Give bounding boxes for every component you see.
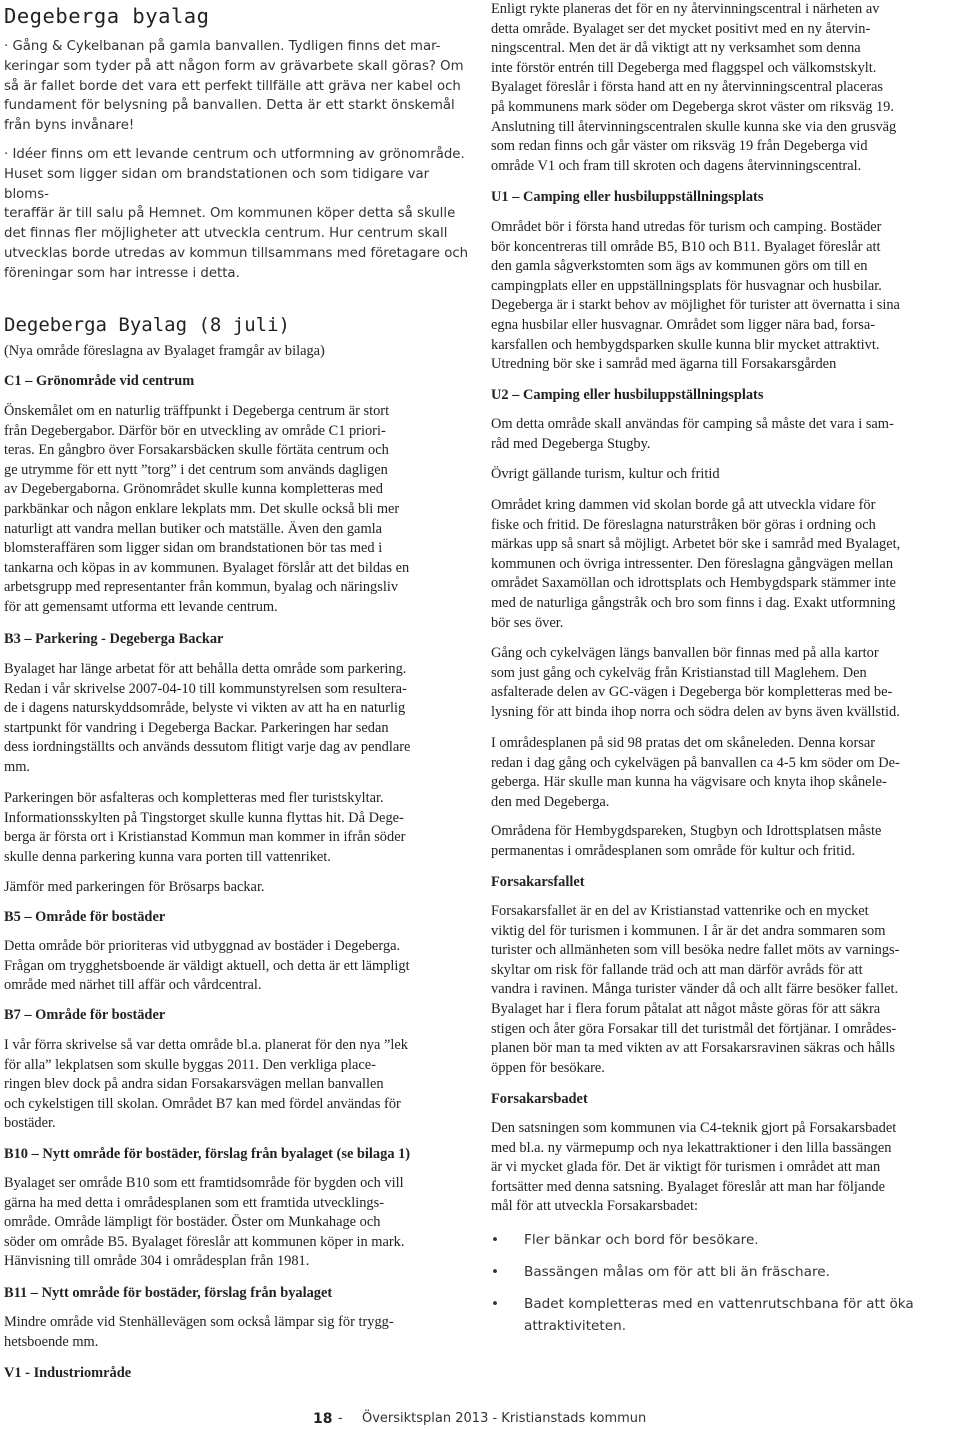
text-line: I vår förra skrivelse så var detta område bl.a. planerat för den nya ”lek — [4, 1037, 408, 1053]
text-line: fiske och fritid. De föreslagna naturstråken bör göras i ordning och — [491, 516, 876, 533]
paragraph-b3-3: Jämför med parkeringen för Brösarps backar. — [4, 879, 265, 895]
text-line: Huset som ligger sidan om brandstationen och som tidigare var bloms- — [4, 166, 430, 202]
text-line: Området bör i första hand utredas för turism och camping. Bostäder — [491, 219, 882, 235]
paragraph-ovrigt-2 — [491, 644, 956, 722]
text-line: Byalaget har i flera forum påtalat att något måste göras för att säkra — [491, 1000, 881, 1017]
paragraph-ovrigt-4 — [491, 822, 956, 861]
text-line: kommunen och övriga intressenter. Den föreslagna gångvägen mellan — [491, 555, 894, 572]
section-title-degeberga-byalag: Degeberga byalag — [4, 4, 210, 28]
text-line: dess iordningställts och används dessutom flitigt varje dag av pendlare — [4, 739, 411, 756]
heading-ovrigt: Övrigt gällande turism, kultur och fritid — [491, 466, 720, 482]
text-line: med de naturliga gångstråk och bro som finns i dag. Exakt utformning — [491, 594, 896, 611]
text-line: Anslutning till återvinningscentralen skulle kunna ske via den grusväg — [491, 118, 897, 135]
text-line: detta område. Byalaget ser det mycket positivt med en ny återvin- — [491, 20, 871, 37]
text-line: ringen blev dock på andra sidan Forsakarsvägen mellan banvallen — [4, 1076, 384, 1093]
text-line: Mindre område vid Stenhällevägen som också lämpar sig för trygg- — [4, 1314, 394, 1330]
page-footer — [0, 1409, 960, 1429]
paragraph-ovrigt-3 — [491, 734, 956, 812]
text-line: karsfallen och hembygdsparken skulle kunna blir mycket attraktivt. — [491, 336, 880, 353]
text-line: campingplats eller en uppställningsplats för husvagnar och husbilar. — [491, 277, 882, 294]
text-line: märkas upp så snart så möjligt. Arbetet bör ske i samråd med Byalaget, — [491, 536, 901, 553]
text-line: område V1 och fram till skroten och dagens återvinningscentral. — [491, 157, 862, 174]
heading-u2: U2 – Camping eller husbiluppställningsplats — [491, 387, 764, 403]
text-line: från Degebergabor. Därför bör en utveckling av område C1 priori- — [4, 422, 386, 439]
text-line: vandra i ravinen. Många turister vänder då och allt färre besöker fallet. — [491, 981, 899, 998]
list-item — [491, 1229, 956, 1251]
text-line: skulle denna parkering kunna vara porten till vattenriket. — [4, 848, 331, 865]
bullet-icon: • — [491, 1232, 500, 1248]
paragraph-b7 — [4, 1036, 472, 1134]
paragraph-b3-2 — [4, 789, 472, 867]
heading-b11: B11 – Nytt område för bostäder, förslag från byalaget — [4, 1285, 333, 1301]
text-line: Frågan om trygghetsboende är väldigt aktuell, och detta är ett lämpligt — [4, 957, 410, 974]
text-line: berga är första ort i Kristianstad Kommun man kommer in ifrån söder — [4, 829, 406, 846]
text-line: · Gång & Cykelbanan på gamla banvallen. Tydligen finns det mar- — [4, 39, 441, 54]
text-line: parkbänkar och någon enklare lekplats mm. Det skulle också bli mer — [4, 500, 400, 517]
heading-u1: U1 – Camping eller husbiluppställningsplats — [491, 189, 764, 205]
bullet-icon: • — [491, 1296, 500, 1312]
list-item-text — [524, 1261, 956, 1283]
text-line: området Saxamöllan och idrottsplats och Hembygdspark stämmer inte — [491, 575, 896, 592]
text-line: startpunkt för vandring i Degeberga Backar. Parkeringen har sedan — [4, 719, 389, 736]
text-line: ge utrymme för ett nytt ”torg” i det centrum som används dagligen — [4, 461, 388, 478]
text-line: Området kring dammen vid skolan borde gå att utveckla vidare för — [491, 497, 876, 513]
text-line: Byalaget har länge arbetat för att behålla detta område som parkering. — [4, 661, 407, 677]
text-line: för alla” lekplatsen som skulle byggas 2011. Den verkliga place- — [4, 1056, 376, 1073]
paragraph-b3-1 — [4, 660, 472, 778]
text-line: attraktiviteten. — [524, 1318, 627, 1334]
paragraph-forsakarsfallet — [491, 902, 956, 1078]
heading-forsakarsfallet: Forsakarsfallet — [491, 874, 585, 890]
text-line: de i dagens naturskyddsområde, belyste vi vikten av att ha en naturlig — [4, 700, 406, 717]
text-line: teras. En gångbro över Forsakarsbäcken skulle förtäta centrum och — [4, 442, 389, 459]
text-line: teraffär är till salu på Hemnet. Om kommunen köper detta så skulle — [4, 206, 456, 222]
paragraph-ovrigt-1 — [491, 496, 956, 633]
text-line: Utredning bör ske i samråd med ägarna till Forsakarsgården — [491, 356, 837, 373]
text-line: naturligt att vandra mellan butiker och matställe. Även den gamla — [4, 520, 383, 537]
text-line: Informationsskylten på Tingstorget skulle kunna flyttas hit. Då Dege- — [4, 809, 404, 826]
text-line: viktig del för turismen i kommunen. I år är det andra sommaren som — [491, 922, 886, 939]
text-line: område. Område lämpligt för bostäder. Öster om Munkahage och — [4, 1214, 381, 1231]
text-line: tankarna och köpas in av kommunen. Byalaget förslår att det bildas en — [4, 559, 410, 576]
text-line: planen bör man ta med vikten av att Forsakarsravinen säkras och hålls — [491, 1040, 896, 1057]
text-line: med bl.a. ny värmepump och nya lekattraktioner i den lilla bassängen — [491, 1139, 892, 1156]
text-line: redan i dag gång och cykelvägen på banvallen ca 4-5 km söder om De- — [491, 754, 900, 771]
heading-c1: C1 – Grönområde vid centrum — [4, 373, 195, 389]
text-line: område med närhet till affär och vårdcentral. — [4, 977, 262, 994]
heading-forsakarsbadet: Forsakarsbadet — [491, 1091, 588, 1107]
heading-b5: B5 – Område för bostäder — [4, 909, 166, 925]
list-item — [491, 1261, 956, 1283]
text-line: Redan i vår skrivelse 2007-04-10 till kommunstyrelsen som resultera- — [4, 680, 407, 697]
paragraph-forsakarsbadet — [491, 1119, 956, 1217]
heading-b7: B7 – Område för bostäder — [4, 1007, 166, 1023]
text-line: utvecklas borde utredas av kommun tillsammans med företagare och — [4, 245, 469, 261]
paragraph-levande-centrum — [4, 145, 472, 284]
text-line: så är fallet borde det vara ett perfekt tillfälle att gräva ner kabel och — [4, 78, 461, 94]
text-line: · Idéer finns om ett levande centrum och utformning av grönområde. — [4, 147, 465, 162]
subtitle-nya-omraden: (Nya område föreslagna av Byalaget framgår av bilaga) — [4, 343, 325, 359]
text-line: på kommunens mark söder om Degeberga skrot väster om riksväg 19. — [491, 98, 894, 115]
footer-separator: - — [338, 1411, 343, 1426]
text-line: geberga. Här skulle man kunna ha vägvisare och knyta ihop skånele- — [491, 774, 887, 791]
text-line: mål för att utveckla Forsakarsbadet: — [491, 1198, 698, 1215]
text-line: fortsätter med denna satsning. Byalaget föreslår att man har följande — [491, 1178, 885, 1195]
list-item-text — [524, 1293, 956, 1337]
text-line: skyltar om risk för fallande träd och att man därför avråds för att — [491, 961, 863, 978]
paragraph-b5 — [4, 937, 472, 996]
text-line: den gamla sågverkstomten som ägs av kommunen görs om till en — [491, 258, 868, 275]
text-line: Hänvisning till område 304 i områdesplan från 1981. — [4, 1253, 310, 1270]
text-line: föreningar som har intresse i detta. — [4, 265, 240, 281]
text-line: från byns invånare! — [4, 118, 135, 134]
text-line: söder om område B5. Byalaget föreslår att kommunen köper in mark. — [4, 1233, 405, 1250]
page-number: 18 — [313, 1411, 333, 1427]
text-line: Detta område bör prioriteras vid utbyggnad av bostäder i Degeberga. — [4, 938, 401, 954]
text-line: Gång och cykelvägen längs banvallen bör finnas med på alla kartor — [491, 645, 879, 661]
text-line: Forsakarsfallet är en del av Kristianstad vattenrike och en mycket — [491, 903, 869, 919]
text-line: Byalaget föreslår i första hand att en ny återvinningscentral placeras — [491, 79, 883, 96]
text-line: bör koncentreras till område B5, B10 och B11. Byalaget föreslår att — [491, 238, 881, 255]
paragraph-u1 — [491, 218, 956, 375]
section-title-byalag-8-juli: Degeberga Byalag (8 juli) — [4, 314, 290, 336]
paragraph-b10 — [4, 1174, 472, 1272]
text-line: permanentas i områdesplanen som område för kultur och fritid. — [491, 842, 856, 859]
paragraph-c1 — [4, 402, 472, 618]
text-line: Önskemålet om en naturlig träffpunkt i Degeberga centrum är stort — [4, 403, 390, 419]
text-line: fundament för belysning på banvallen. Detta är ett starkt önskemål — [4, 98, 455, 114]
text-line: som just gång och cykelväg från Kristianstad till Maglehem. Den — [491, 664, 867, 681]
text-line: och cykelstigen till skolan. Området B7 kan med fördel användas för — [4, 1095, 401, 1112]
heading-b3: B3 – Parkering - Degeberga Backar — [4, 631, 224, 647]
text-line: Enligt rykte planeras det för en ny återvinningscentral i närheten av — [491, 1, 880, 17]
text-line: bör ses över. — [491, 614, 564, 631]
text-line: Bassängen målas om för att bli än fräschare. — [524, 1264, 830, 1280]
text-line: det finnas fler möjligheter att utveckla centrum. Hur centrum skall — [4, 226, 448, 242]
paragraph-atervinningscentral — [491, 0, 956, 176]
text-line: asfalterade delen av GC-vägen i Degeberga bör kompletteras med be- — [491, 684, 893, 701]
text-line: stigen och åter göra Forsakar till det turistmål det förtjänar. I områdes- — [491, 1020, 897, 1037]
bullet-icon: • — [491, 1264, 500, 1280]
text-line: I områdesplanen på sid 98 pratas det om skåneleden. Denna korsar — [491, 735, 876, 751]
footer-text: Översiktsplan 2013 - Kristianstads kommun — [362, 1411, 647, 1426]
text-line: den med Degeberga. — [491, 793, 610, 810]
text-line: av Degebergaborna. Grönområdet skulle kunna kompletteras med — [4, 481, 383, 498]
text-line: Badet kompletteras med en vattenrutschbana för att öka — [524, 1296, 914, 1312]
text-line: ningscentral. Men det är då viktigt att ny verksamhet som denna — [491, 40, 861, 57]
text-line: lysning för att binda ihop norra och södra delen av byns även kvällstid. — [491, 703, 900, 720]
text-line: Om detta område skall användas för camping så måste det vara i sam- — [491, 416, 894, 432]
text-line: blomsteraffären som ligger sidan om brandstationen bör tas med i — [4, 540, 383, 557]
text-line: inte förstör entrén till Degeberga med flaggspel och välkomstskylt. — [491, 59, 877, 76]
paragraph-b11 — [4, 1313, 472, 1352]
text-line: Byalaget ser område B10 som ett framtidsområde för bygden och vill — [4, 1175, 404, 1191]
text-line: Degeberga är i starkt behov av möjlighet för turister att övernatta i sina — [491, 297, 900, 314]
text-line: hetsboende mm. — [4, 1333, 99, 1350]
list-item — [491, 1293, 956, 1337]
text-line: mm. — [4, 758, 30, 775]
text-line: Parkeringen bör asfalteras och kompletteras med fler turistskyltar. — [4, 790, 384, 806]
paragraph-gang-cykelbana — [4, 37, 472, 136]
paragraph-u2 — [491, 415, 956, 454]
forsakarsbadet-goal-list — [491, 1229, 956, 1337]
text-line: Fler bänkar och bord för besökare. — [524, 1232, 759, 1248]
text-line: Den satsningen som kommunen via C4-teknik gjort på Forsakarsbadet — [491, 1120, 897, 1136]
text-line: Områdena för Hembygdspareken, Stugbyn och Idrottsplatsen måste — [491, 823, 882, 839]
text-line: arbetsgrupp med representanter från kommun, byalag och näringsliv — [4, 579, 399, 596]
list-item-text — [524, 1229, 956, 1251]
text-line: öppen för besökare. — [491, 1059, 605, 1076]
text-line: egna husbilar eller husvagnar. Området som ligger nära bad, forsa- — [491, 316, 876, 333]
text-line: är vi mycket glada för. Det är viktigt för turismen i området att man — [491, 1159, 881, 1176]
text-line: bostäder. — [4, 1115, 56, 1132]
text-line: gärna ha med detta i områdesplanen som ett framtida utvecklings- — [4, 1194, 385, 1211]
text-line: råd med Degeberga Stugby. — [491, 435, 651, 452]
text-line: som redan finns och går väster om riksväg 19 från Degeberga vid — [491, 138, 868, 155]
text-line: turister och allmänheten som vill besöka nedre fallet möts av varnings- — [491, 942, 900, 959]
text-line: för att gemensamt utforma ett levande centrum. — [4, 598, 278, 615]
heading-v1: V1 - Industriområde — [4, 1365, 132, 1381]
heading-b10: B10 – Nytt område för bostäder, förslag från byalaget (se bilaga 1) — [4, 1146, 411, 1162]
text-line: keringar som tyder på att någon form av grävarbete skall göras? Om — [4, 58, 464, 74]
